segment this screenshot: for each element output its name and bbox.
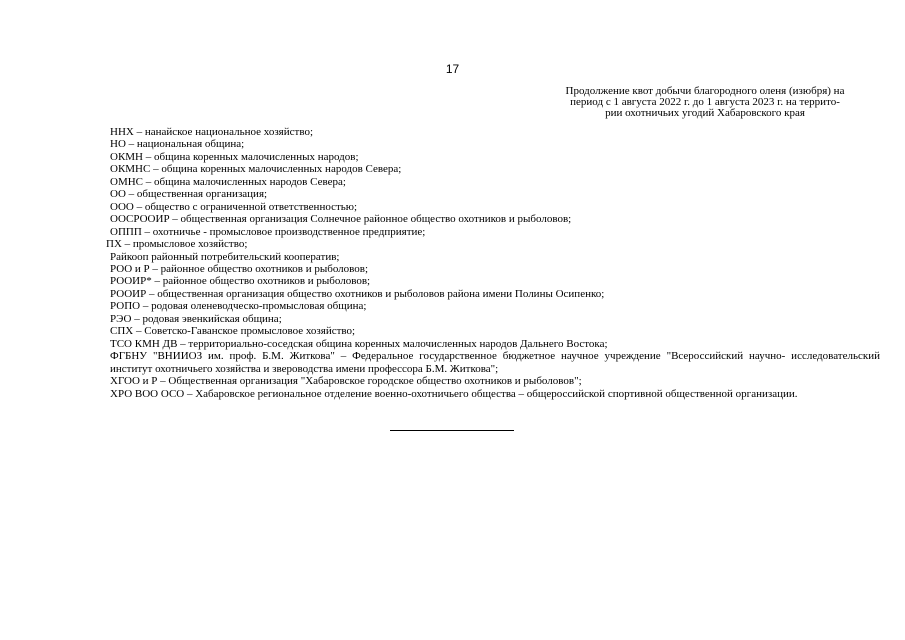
- caption-line: Продолжение квот добычи благородного оленя (изюбря) на: [565, 85, 845, 97]
- abbreviation-item: РОО и Р – районное общество охотников и рыболовов;: [110, 262, 369, 275]
- abbreviation-item: НHХ – нанайское национальное хозяйство;: [110, 126, 313, 138]
- abbreviation-item: ООСРООИР – общественная организация Солнечное районное общество охотников и рыболовов;: [110, 213, 572, 226]
- abbreviation-item: РЭО – родовая эвенкийская община;: [110, 312, 282, 325]
- abbreviation-item: ФГБНУ "ВНИИОЗ им. проф. Б.М. Житкова" – Федеральное государственное бюджетное научное учреждение "Всероссийский научно- исследовательский институт охотничьего хозяйства и звероводства имени профессора Б.М. Житкова";: [110, 350, 880, 375]
- abbreviation-item: ПХ – промысловое хозяйство;: [106, 238, 248, 251]
- continuation-caption: [530, 86, 880, 119]
- abbreviation-item: РОПО – родовая оленеводческо-промысловая община;: [110, 300, 367, 313]
- caption-line: рии охотничьих угодий Хабаровского края: [605, 107, 805, 119]
- abbreviation-item: ОКМН – община коренных малочисленных народов;: [110, 150, 359, 163]
- closing-rule: [390, 430, 514, 431]
- abbreviation-item: ОО – общественная организация;: [110, 188, 268, 201]
- abbreviation-item: ООО – общество с ограниченной ответственностью;: [110, 200, 358, 213]
- abbreviation-item: СПХ – Советско-Гаванское промысловое хозяйство;: [110, 325, 356, 338]
- page-number: 17: [445, 62, 460, 76]
- abbreviation-list: [106, 126, 880, 400]
- abbreviation-item: ХРО ВОО ОСО – Хабаровское региональное отделение военно-охотничьего общества – общероссийской спортивной общественной организации.: [110, 387, 798, 400]
- abbreviation-item: РООИР* – районное общество охотников и рыболовов;: [110, 275, 371, 288]
- abbreviation-item: ОППП – охотничье - промысловое производственное предприятие;: [110, 225, 426, 238]
- abbreviation-item: Райкооп районный потребительский кооператив;: [110, 250, 340, 263]
- abbreviation-item: ОМНС – община малочисленных народов Севера;: [110, 175, 346, 188]
- abbreviation-item: ОКМНС – община коренных малочисленных народов Севера;: [110, 163, 402, 176]
- abbreviation-item: ТСО КМН ДВ – территориально-соседская община коренных малочисленных народов Дальнего Востока;: [110, 337, 608, 350]
- abbreviation-item: НО – национальная община;: [110, 138, 245, 151]
- abbreviation-item: ХГОО и Р – Общественная организация "Хабаровское городское общество охотников и рыболовов";: [110, 375, 582, 388]
- abbreviation-item: РООИР – общественная организация общество охотников и рыболовов района имени Полины Осипенко;: [110, 287, 605, 300]
- caption-line: период с 1 августа 2022 г. до 1 августа 2023 г. на террито-: [570, 96, 840, 108]
